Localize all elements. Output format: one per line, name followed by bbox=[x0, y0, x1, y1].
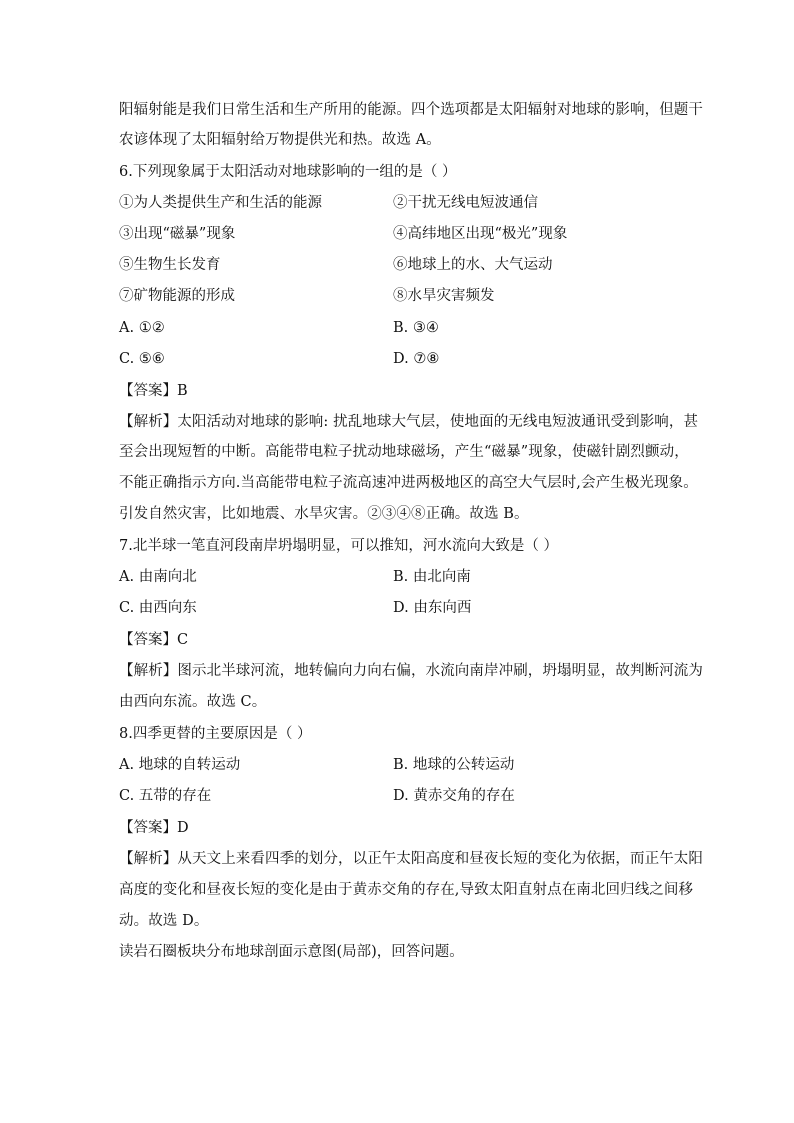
q7-answer: 【答案】C bbox=[119, 632, 189, 648]
q8-option-b: B. 地球的公转运动 bbox=[393, 757, 515, 773]
q7-option-b: B. 由北向南 bbox=[393, 569, 471, 585]
q6-item-4: ④高纬地区出现“极光”现象 bbox=[393, 226, 568, 242]
q6-item-6: ⑥地球上的水、大气运动 bbox=[393, 257, 553, 273]
intro-line-1: 阳辐射能是我们日常生活和生产所用的能源。四个选项都是太阳辐射对地球的影响，但题干 bbox=[119, 102, 703, 118]
q7-option-d: D. 由东向西 bbox=[393, 600, 472, 616]
q7-explanation-line-2: 由西向东流。故选 C。 bbox=[119, 694, 267, 710]
q6-item-8: ⑧水旱灾害频发 bbox=[393, 288, 495, 304]
q6-item-3: ③出现“磁暴”现象 bbox=[119, 226, 236, 242]
q8-answer: 【答案】D bbox=[119, 820, 189, 836]
q7-option-a: A. 由南向北 bbox=[119, 569, 197, 585]
q6-option-a: A. ①② bbox=[119, 320, 165, 336]
q6-item-1: ①为人类提供生产和生活的能源 bbox=[119, 195, 322, 211]
q6-stem: 6.下列现象属于太阳活动对地球影响的一组的是（ ） bbox=[119, 164, 457, 180]
q6-option-b: B. ③④ bbox=[393, 320, 439, 336]
q8-option-a: A. 地球的自转运动 bbox=[119, 757, 241, 773]
q7-explanation-line-1: 【解析】图示北半球河流，地转偏向力向右偏，水流向南岸冲刷，坍塌明显，故判断河流为 bbox=[119, 663, 703, 679]
q7-stem: 7.北半球一笔直河段南岸坍塌明显，可以推知，河水流向大致是（ ） bbox=[119, 538, 558, 554]
q6-item-2: ②干扰无线电短波通信 bbox=[393, 195, 538, 211]
q8-explanation-line-3: 动。故选 D。 bbox=[119, 913, 209, 929]
q6-item-5: ⑤生物生长发育 bbox=[119, 257, 221, 273]
q6-explanation-line-3: 不能正确指示方向.当高能带电粒子流高速冲进两极地区的高空大气层时,会产生极光现象。 bbox=[119, 475, 698, 491]
q8-stem: 8.四季更替的主要原因是（ ） bbox=[119, 726, 312, 742]
q6-explanation-line-4: 引发自然灾害，比如地震、水旱灾害。②③④⑧正确。故选 B。 bbox=[119, 506, 529, 522]
q6-item-7: ⑦矿物能源的形成 bbox=[119, 288, 235, 304]
q6-option-c: C. ⑤⑥ bbox=[119, 351, 165, 367]
q8-option-c: C. 五带的存在 bbox=[119, 788, 212, 804]
q8-explanation-line-2: 高度的变化和昼夜长短的变化是由于黄赤交角的存在,导致太阳直射点在南北回归线之间移 bbox=[119, 882, 694, 898]
q6-explanation-line-2: 至会出现短暂的中断。高能带电粒子扰动地球磁场，产生“磁暴”现象，使磁针剧烈颤动， bbox=[119, 444, 689, 460]
intro-line-2: 农谚体现了太阳辐射给万物提供光和热。故选 A。 bbox=[119, 132, 441, 148]
q6-answer: 【答案】B bbox=[119, 383, 188, 399]
q6-explanation-line-1: 【解析】太阳活动对地球的影响: 扰乱地球大气层，使地面的无线电短波通讯受到影响，甚 bbox=[119, 414, 699, 430]
next-section-prompt: 读岩石圈板块分布地球剖面示意图(局部)，回答问题。 bbox=[119, 944, 464, 960]
q8-option-d: D. 黄赤交角的存在 bbox=[393, 788, 515, 804]
q8-explanation-line-1: 【解析】从天文上来看四季的划分，以正午太阳高度和昼夜长短的变化为依据，而正午太阳 bbox=[119, 851, 703, 867]
q6-option-d: D. ⑦⑧ bbox=[393, 351, 440, 367]
q7-option-c: C. 由西向东 bbox=[119, 600, 197, 616]
